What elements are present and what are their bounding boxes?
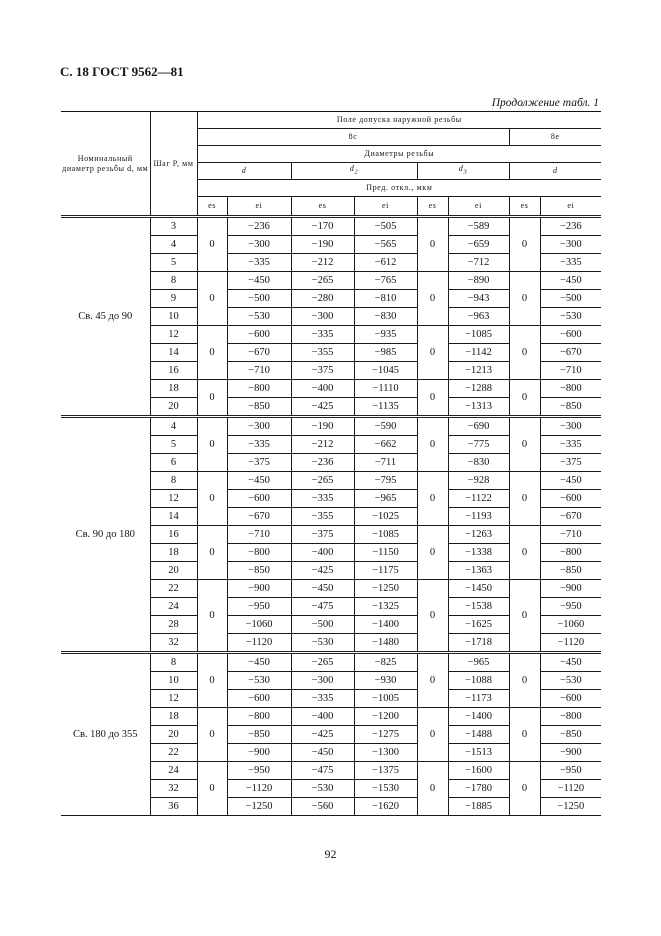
cell-d2-es: −400 — [291, 708, 354, 726]
cell-d-ei: −600 — [227, 326, 291, 344]
header-d-8e: d — [509, 163, 601, 180]
cell-d8e-ei: −900 — [540, 580, 601, 598]
cell-d-ei: −600 — [227, 490, 291, 508]
cell-d-ei: −300 — [227, 417, 291, 436]
cell-d2-es: −335 — [291, 490, 354, 508]
cell-d-ei: −710 — [227, 362, 291, 380]
cell-d-es: 0 — [197, 380, 227, 417]
table-header — [61, 112, 601, 217]
cell-d3-ei: −1122 — [448, 490, 509, 508]
cell-d2-ei: −1175 — [354, 562, 417, 580]
cell-d8e-ei: −335 — [540, 436, 601, 454]
cell-d8e-ei: −450 — [540, 472, 601, 490]
cell-d8e-es: 0 — [509, 272, 540, 326]
cell-pitch: 12 — [150, 490, 197, 508]
cell-d3-ei: −1142 — [448, 344, 509, 362]
cell-d2-es: −355 — [291, 508, 354, 526]
cell-d3-ei: −1625 — [448, 616, 509, 634]
cell-pitch: 12 — [150, 326, 197, 344]
cell-d2-es: −300 — [291, 672, 354, 690]
cell-pitch: 16 — [150, 526, 197, 544]
cell-d2-ei: −1250 — [354, 580, 417, 598]
cell-d-ei: −850 — [227, 562, 291, 580]
cell-d3-ei: −1488 — [448, 726, 509, 744]
tolerance-table — [61, 111, 601, 816]
cell-d3-es: 0 — [417, 653, 448, 708]
cell-d3-ei: −1263 — [448, 526, 509, 544]
cell-d3-es: 0 — [417, 326, 448, 380]
header-es: es — [197, 197, 227, 217]
cell-d3-es: 0 — [417, 272, 448, 326]
cell-d3-es: 0 — [417, 580, 448, 653]
cell-d8e-ei: −530 — [540, 672, 601, 690]
cell-d8e-es: 0 — [509, 326, 540, 380]
cell-d8e-ei: −850 — [540, 726, 601, 744]
cell-pitch: 24 — [150, 598, 197, 616]
cell-d8e-es: 0 — [509, 708, 540, 762]
cell-d3-ei: −1088 — [448, 672, 509, 690]
cell-d2-es: −425 — [291, 726, 354, 744]
cell-d8e-ei: −710 — [540, 362, 601, 380]
cell-d-ei: −950 — [227, 762, 291, 780]
cell-d-ei: −375 — [227, 454, 291, 472]
cell-diameter: Св. 45 до 90 — [61, 217, 150, 417]
cell-d3-ei: −1338 — [448, 544, 509, 562]
cell-d-es: 0 — [197, 326, 227, 380]
cell-d-ei: −450 — [227, 272, 291, 290]
cell-d2-ei: −795 — [354, 472, 417, 490]
cell-d3-ei: −928 — [448, 472, 509, 490]
cell-d-ei: −450 — [227, 653, 291, 672]
header-es: es — [291, 197, 354, 217]
cell-d8e-es: 0 — [509, 417, 540, 472]
cell-d8e-ei: −900 — [540, 744, 601, 762]
cell-pitch: 14 — [150, 344, 197, 362]
cell-d3-ei: −965 — [448, 653, 509, 672]
header-ei: ei — [540, 197, 601, 217]
table-row — [61, 417, 601, 436]
cell-d2-ei: −1085 — [354, 526, 417, 544]
header-d2: $d_2$ — [291, 163, 417, 180]
cell-d2-es: −265 — [291, 272, 354, 290]
cell-pitch: 20 — [150, 398, 197, 417]
cell-d3-ei: −1313 — [448, 398, 509, 417]
cell-d8e-ei: −800 — [540, 708, 601, 726]
cell-d2-es: −475 — [291, 762, 354, 780]
header-tolerance-field: Поле допуска наружной резьбы — [197, 112, 601, 129]
cell-d2-es: −450 — [291, 744, 354, 762]
cell-pitch: 22 — [150, 580, 197, 598]
table-row — [61, 217, 601, 236]
cell-pitch: 6 — [150, 454, 197, 472]
cell-d2-ei: −810 — [354, 290, 417, 308]
cell-d8e-es: 0 — [509, 653, 540, 708]
cell-d3-ei: −963 — [448, 308, 509, 326]
cell-d2-ei: −985 — [354, 344, 417, 362]
cell-d-ei: −850 — [227, 398, 291, 417]
cell-d-ei: −1120 — [227, 780, 291, 798]
cell-d8e-ei: −1120 — [540, 634, 601, 653]
cell-d-es: 0 — [197, 472, 227, 526]
cell-pitch: 4 — [150, 236, 197, 254]
cell-d2-es: −375 — [291, 362, 354, 380]
cell-d8e-es: 0 — [509, 526, 540, 580]
cell-pitch: 10 — [150, 672, 197, 690]
header-deviations: Пред. откл., мкм — [197, 180, 601, 197]
header-es: es — [417, 197, 448, 217]
table-continuation-label: Продолжение табл. 1 — [491, 97, 599, 109]
header-es: es — [509, 197, 540, 217]
cell-pitch: 16 — [150, 362, 197, 380]
cell-d3-ei: −1213 — [448, 362, 509, 380]
cell-pitch: 3 — [150, 217, 197, 236]
cell-pitch: 18 — [150, 380, 197, 398]
cell-d8e-ei: −1250 — [540, 798, 601, 816]
cell-d8e-ei: −600 — [540, 490, 601, 508]
cell-pitch: 5 — [150, 436, 197, 454]
cell-d-ei: −236 — [227, 217, 291, 236]
cell-d3-ei: −690 — [448, 417, 509, 436]
cell-d-ei: −800 — [227, 708, 291, 726]
cell-d3-es: 0 — [417, 762, 448, 816]
cell-d2-ei: −1045 — [354, 362, 417, 380]
cell-d3-es: 0 — [417, 380, 448, 417]
cell-d-ei: −600 — [227, 690, 291, 708]
table-row — [61, 653, 601, 672]
cell-d2-es: −280 — [291, 290, 354, 308]
header-ei: ei — [448, 197, 509, 217]
cell-d2-ei: −505 — [354, 217, 417, 236]
cell-pitch: 8 — [150, 272, 197, 290]
header-d: d — [197, 163, 291, 180]
header-field-8c: 8c — [197, 129, 509, 146]
cell-d-ei: −335 — [227, 436, 291, 454]
cell-d-es: 0 — [197, 526, 227, 580]
cell-pitch: 8 — [150, 653, 197, 672]
cell-d8e-ei: −670 — [540, 508, 601, 526]
cell-d2-es: −212 — [291, 436, 354, 454]
page-number: 92 — [324, 847, 337, 861]
cell-pitch: 8 — [150, 472, 197, 490]
cell-d2-es: −236 — [291, 454, 354, 472]
cell-d3-es: 0 — [417, 526, 448, 580]
cell-d2-ei: −1200 — [354, 708, 417, 726]
cell-d8e-ei: −375 — [540, 454, 601, 472]
cell-d2-ei: −1135 — [354, 398, 417, 417]
cell-d2-es: −530 — [291, 780, 354, 798]
cell-pitch: 18 — [150, 708, 197, 726]
cell-d2-es: −190 — [291, 417, 354, 436]
cell-d2-ei: −1375 — [354, 762, 417, 780]
cell-d2-ei: −590 — [354, 417, 417, 436]
cell-d3-es: 0 — [417, 472, 448, 526]
cell-d2-es: −355 — [291, 344, 354, 362]
header-d3: $d_3$ — [417, 163, 509, 180]
cell-d8e-ei: −450 — [540, 272, 601, 290]
cell-diameter: Св. 180 до 355 — [61, 653, 150, 816]
cell-d3-ei: −830 — [448, 454, 509, 472]
cell-d-ei: −950 — [227, 598, 291, 616]
cell-d8e-ei: −530 — [540, 308, 601, 326]
cell-d3-ei: −589 — [448, 217, 509, 236]
cell-d3-es: 0 — [417, 217, 448, 272]
cell-d8e-ei: −670 — [540, 344, 601, 362]
cell-pitch: 24 — [150, 762, 197, 780]
cell-d8e-ei: −600 — [540, 690, 601, 708]
cell-pitch: 9 — [150, 290, 197, 308]
cell-pitch: 20 — [150, 726, 197, 744]
cell-d2-ei: −1480 — [354, 634, 417, 653]
cell-d3-ei: −1780 — [448, 780, 509, 798]
cell-d2-ei: −711 — [354, 454, 417, 472]
cell-pitch: 10 — [150, 308, 197, 326]
cell-d3-ei: −890 — [448, 272, 509, 290]
cell-d3-ei: −1400 — [448, 708, 509, 726]
cell-d8e-ei: −1060 — [540, 616, 601, 634]
cell-d-ei: −530 — [227, 308, 291, 326]
cell-d2-ei: −830 — [354, 308, 417, 326]
header-nominal-diameter: Номинальный диаметр резьбы d, мм — [61, 112, 150, 217]
cell-d-ei: −850 — [227, 726, 291, 744]
cell-d2-ei: −1110 — [354, 380, 417, 398]
cell-d8e-ei: −236 — [540, 217, 601, 236]
cell-d-ei: −450 — [227, 472, 291, 490]
cell-d-ei: −670 — [227, 508, 291, 526]
header-pitch: Шаг P, мм — [150, 112, 197, 217]
cell-d2-es: −265 — [291, 472, 354, 490]
cell-d3-ei: −1193 — [448, 508, 509, 526]
cell-d-es: 0 — [197, 417, 227, 472]
cell-d8e-ei: −300 — [540, 417, 601, 436]
cell-d2-es: −170 — [291, 217, 354, 236]
cell-d3-ei: −775 — [448, 436, 509, 454]
cell-d2-es: −335 — [291, 690, 354, 708]
cell-d-ei: −800 — [227, 380, 291, 398]
cell-d3-ei: −1288 — [448, 380, 509, 398]
cell-d-ei: −335 — [227, 254, 291, 272]
cell-d2-ei: −1005 — [354, 690, 417, 708]
cell-pitch: 22 — [150, 744, 197, 762]
cell-pitch: 14 — [150, 508, 197, 526]
cell-d3-es: 0 — [417, 417, 448, 472]
cell-d2-ei: −1275 — [354, 726, 417, 744]
cell-d8e-ei: −500 — [540, 290, 601, 308]
header-diameters: Диаметры резьбы — [197, 146, 601, 163]
cell-d2-es: −450 — [291, 580, 354, 598]
cell-pitch: 28 — [150, 616, 197, 634]
cell-d8e-ei: −850 — [540, 398, 601, 417]
cell-d-es: 0 — [197, 217, 227, 272]
cell-d3-ei: −1173 — [448, 690, 509, 708]
cell-d8e-es: 0 — [509, 217, 540, 272]
cell-d-es: 0 — [197, 762, 227, 816]
cell-d8e-ei: −950 — [540, 598, 601, 616]
cell-d-ei: −530 — [227, 672, 291, 690]
cell-d3-ei: −1538 — [448, 598, 509, 616]
cell-d2-ei: −1400 — [354, 616, 417, 634]
cell-d8e-ei: −800 — [540, 544, 601, 562]
cell-d2-es: −425 — [291, 562, 354, 580]
cell-d2-es: −500 — [291, 616, 354, 634]
cell-d8e-es: 0 — [509, 380, 540, 417]
cell-d-ei: −500 — [227, 290, 291, 308]
cell-d-es: 0 — [197, 272, 227, 326]
cell-pitch: 20 — [150, 562, 197, 580]
cell-pitch: 18 — [150, 544, 197, 562]
cell-d8e-es: 0 — [509, 580, 540, 653]
cell-d8e-ei: −450 — [540, 653, 601, 672]
cell-d2-es: −375 — [291, 526, 354, 544]
table-body — [61, 217, 601, 816]
cell-d8e-ei: −335 — [540, 254, 601, 272]
cell-d3-ei: −943 — [448, 290, 509, 308]
cell-pitch: 5 — [150, 254, 197, 272]
cell-d-ei: −900 — [227, 580, 291, 598]
cell-d2-es: −300 — [291, 308, 354, 326]
cell-d2-es: −400 — [291, 380, 354, 398]
cell-d2-ei: −935 — [354, 326, 417, 344]
cell-d8e-ei: −710 — [540, 526, 601, 544]
cell-d8e-ei: −950 — [540, 762, 601, 780]
header-field-8e: 8e — [509, 129, 601, 146]
cell-d-ei: −900 — [227, 744, 291, 762]
cell-d3-ei: −1600 — [448, 762, 509, 780]
cell-diameter: Св. 90 до 180 — [61, 417, 150, 653]
cell-d8e-es: 0 — [509, 762, 540, 816]
cell-d3-ei: −1718 — [448, 634, 509, 653]
cell-d8e-es: 0 — [509, 472, 540, 526]
cell-d2-es: −335 — [291, 326, 354, 344]
cell-d-es: 0 — [197, 653, 227, 708]
cell-d2-es: −425 — [291, 398, 354, 417]
cell-d-es: 0 — [197, 580, 227, 653]
cell-d2-ei: −1300 — [354, 744, 417, 762]
cell-d2-es: −530 — [291, 634, 354, 653]
cell-d8e-ei: −300 — [540, 236, 601, 254]
cell-d-ei: −800 — [227, 544, 291, 562]
cell-pitch: 32 — [150, 634, 197, 653]
page-header: С. 18 ГОСТ 9562—81 — [60, 64, 184, 79]
cell-d-ei: −670 — [227, 344, 291, 362]
cell-d2-ei: −965 — [354, 490, 417, 508]
cell-d8e-ei: −600 — [540, 326, 601, 344]
cell-d2-ei: −1530 — [354, 780, 417, 798]
cell-d-ei: −1060 — [227, 616, 291, 634]
cell-d2-ei: −612 — [354, 254, 417, 272]
cell-d2-ei: −1025 — [354, 508, 417, 526]
cell-d8e-ei: −1120 — [540, 780, 601, 798]
cell-d-ei: −710 — [227, 526, 291, 544]
cell-d2-es: −400 — [291, 544, 354, 562]
cell-d-ei: −300 — [227, 236, 291, 254]
cell-d3-ei: −712 — [448, 254, 509, 272]
cell-d2-ei: −565 — [354, 236, 417, 254]
cell-d2-ei: −1150 — [354, 544, 417, 562]
cell-d3-ei: −1885 — [448, 798, 509, 816]
cell-d2-es: −475 — [291, 598, 354, 616]
cell-d3-ei: −1513 — [448, 744, 509, 762]
cell-pitch: 32 — [150, 780, 197, 798]
cell-d3-ei: −1085 — [448, 326, 509, 344]
cell-d2-ei: −1620 — [354, 798, 417, 816]
cell-d2-es: −212 — [291, 254, 354, 272]
cell-d2-ei: −765 — [354, 272, 417, 290]
cell-d8e-ei: −850 — [540, 562, 601, 580]
cell-d2-ei: −1325 — [354, 598, 417, 616]
cell-pitch: 4 — [150, 417, 197, 436]
cell-d2-ei: −930 — [354, 672, 417, 690]
cell-d3-ei: −659 — [448, 236, 509, 254]
cell-d3-ei: −1363 — [448, 562, 509, 580]
cell-d-ei: −1250 — [227, 798, 291, 816]
cell-d2-ei: −662 — [354, 436, 417, 454]
cell-pitch: 36 — [150, 798, 197, 816]
cell-d8e-ei: −800 — [540, 380, 601, 398]
cell-d2-ei: −825 — [354, 653, 417, 672]
cell-d2-es: −560 — [291, 798, 354, 816]
cell-d2-es: −190 — [291, 236, 354, 254]
header-ei: ei — [227, 197, 291, 217]
cell-d-ei: −1120 — [227, 634, 291, 653]
header-ei: ei — [354, 197, 417, 217]
cell-d2-es: −265 — [291, 653, 354, 672]
cell-d3-ei: −1450 — [448, 580, 509, 598]
cell-d3-es: 0 — [417, 708, 448, 762]
cell-d-es: 0 — [197, 708, 227, 762]
cell-pitch: 12 — [150, 690, 197, 708]
